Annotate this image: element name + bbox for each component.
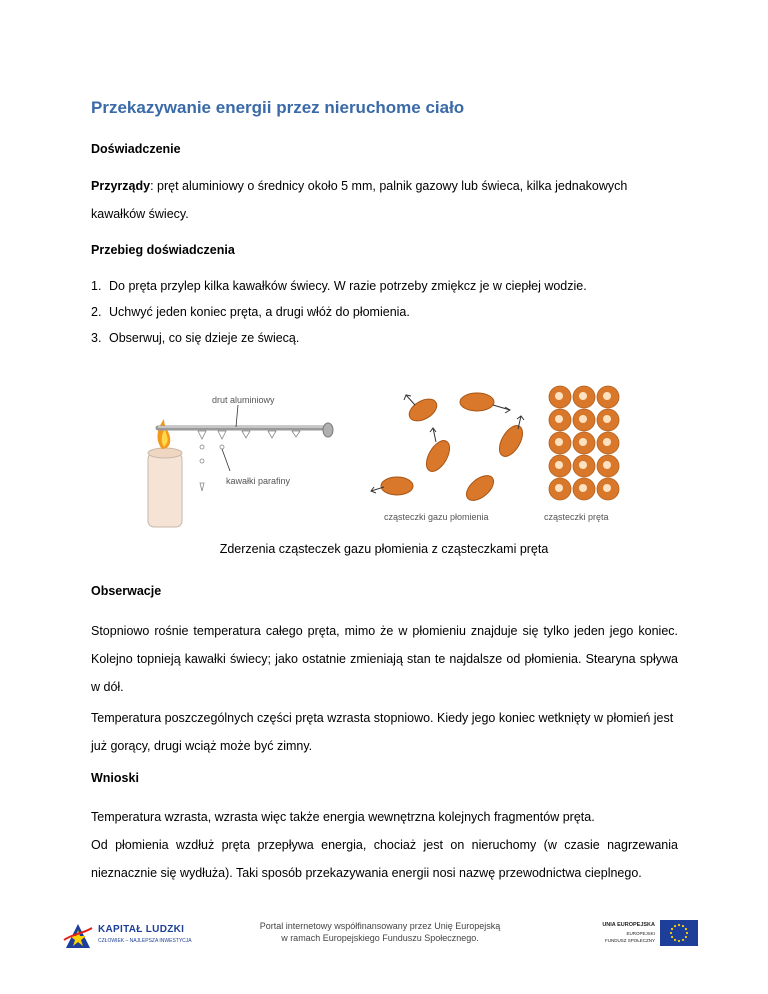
equipment-text: : pręt aluminiowy o średnicy około 5 mm, palnik gazowy lub świeca, kilka jednakowych kawałków świecy. <box>91 179 628 221</box>
list-item <box>91 331 299 345</box>
list-number: 1. <box>91 279 102 293</box>
eu-star-icon <box>674 939 676 941</box>
conclusions-paragraph-1: Temperatura wzrasta, wzrasta więc także energia wewnętrzna kolejnych fragmentów pręta. <box>91 810 595 824</box>
eu-star-icon <box>671 936 673 938</box>
candle-illustration <box>148 419 182 527</box>
eu-star-icon <box>685 936 687 938</box>
eu-label-3: FUNDUSZ SPOŁECZNY <box>604 938 655 943</box>
rod-particle-highlight <box>555 392 563 400</box>
label-rod: cząsteczki pręta <box>544 512 609 522</box>
rod-particle-highlight <box>579 392 587 400</box>
eu-label-1: UNIA EUROPEJSKA <box>602 922 655 928</box>
rod-particle-highlight <box>555 438 563 446</box>
kapital-ludzki-logo-icon <box>62 920 94 952</box>
eu-star-icon <box>682 939 684 941</box>
list-text: Uchwyć jeden koniec pręta, a drugi włóż do płomienia. <box>109 305 410 319</box>
figure-caption: Zderzenia cząsteczek gazu płomienia z cząsteczkami pręta <box>219 542 549 556</box>
footer-line-2: w ramach Europejskiego Funduszu Społecznego. <box>281 933 479 943</box>
rod-particle-highlight <box>603 438 611 446</box>
eu-star-icon <box>678 924 680 926</box>
rod-particle-highlight <box>555 484 563 492</box>
label-paraffin: kawałki parafiny <box>226 476 291 486</box>
rod-particle-highlight <box>603 461 611 469</box>
kapital-ludzki-subtitle: CZŁOWIEK – NAJLEPSZA INWESTYCJA <box>98 938 192 944</box>
eu-star-icon <box>685 928 687 930</box>
kapital-ludzki-title: KAPITAŁ LUDZKI <box>98 924 185 935</box>
page-title: Przekazywanie energii przez nieruchome ciało <box>91 98 465 117</box>
conclusions-paragraph-2: Od płomienia wzdłuż pręta przepływa energia, chociaż jest on nieruchomy (w czasie nagrzewania nieznacznie się wydłuża). Taki sposób przekazywania energii nosi nazwę przewodnictwa cieplnego. <box>91 838 678 880</box>
observations-paragraph-1: Stopniowo rośnie temperatura całego pręta, mimo że w płomieniu znajduje się tylko jeden jego koniec. Kolejno topnieją kawałki świecy; jako ostatnie zmieniają stan te najdalsze od płomienia. Stearyna spływa w dół. <box>91 624 678 694</box>
gas-particles <box>381 393 527 505</box>
rod-particle-highlight <box>579 438 587 446</box>
rod-particle-highlight <box>555 461 563 469</box>
list-text: Obserwuj, co się dzieje ze świecą. <box>109 331 300 345</box>
observations-heading: Obserwacje <box>91 584 162 598</box>
rod-particle-highlight <box>603 392 611 400</box>
list-number: 2. <box>91 305 102 319</box>
eu-flag-icon <box>660 920 698 946</box>
conclusions-heading: Wnioski <box>91 771 139 785</box>
label-wire: drut aluminiowy <box>212 395 275 405</box>
rod-particle-highlight <box>603 484 611 492</box>
eu-star-icon <box>682 925 684 927</box>
rod-particle-highlight <box>579 484 587 492</box>
eu-star-icon <box>674 925 676 927</box>
page-footer <box>0 910 768 970</box>
eu-star-icon <box>671 928 673 930</box>
equipment-paragraph <box>91 172 678 228</box>
eu-star-icon <box>678 940 680 942</box>
eu-label-2: EUROPEJSKI <box>626 931 655 936</box>
procedure-heading: Przebieg doświadczenia <box>91 243 235 257</box>
list-text: Do pręta przylep kilka kawałków świecy. W razie potrzeby zmiękcz je w ciepłej wodzie. <box>109 279 587 293</box>
label-gas: cząsteczki gazu płomienia <box>384 512 489 522</box>
rod-particle-highlight <box>555 415 563 423</box>
eu-star-icon <box>670 932 672 934</box>
experiment-heading: Doświadczenie <box>91 142 181 156</box>
rod-particle-highlight <box>579 415 587 423</box>
list-item <box>91 279 587 293</box>
list-item <box>91 305 410 319</box>
footer-line-1: Portal internetowy współfinansowany przez Unię Europejską <box>259 921 501 931</box>
list-number: 3. <box>91 331 102 345</box>
observations-paragraph-2: Temperatura poszczególnych części pręta wzrasta stopniowo. Kiedy jego koniec wetknięty w płomień jest już gorący, drugi wciąż może być zimny. <box>91 711 674 753</box>
eu-star-icon <box>686 932 688 934</box>
rod-particle-highlight <box>579 461 587 469</box>
rod-particle-highlight <box>603 415 611 423</box>
rod-particles <box>549 386 619 500</box>
equipment-label: Przyrządy <box>91 179 151 193</box>
experiment-figure <box>140 383 640 533</box>
